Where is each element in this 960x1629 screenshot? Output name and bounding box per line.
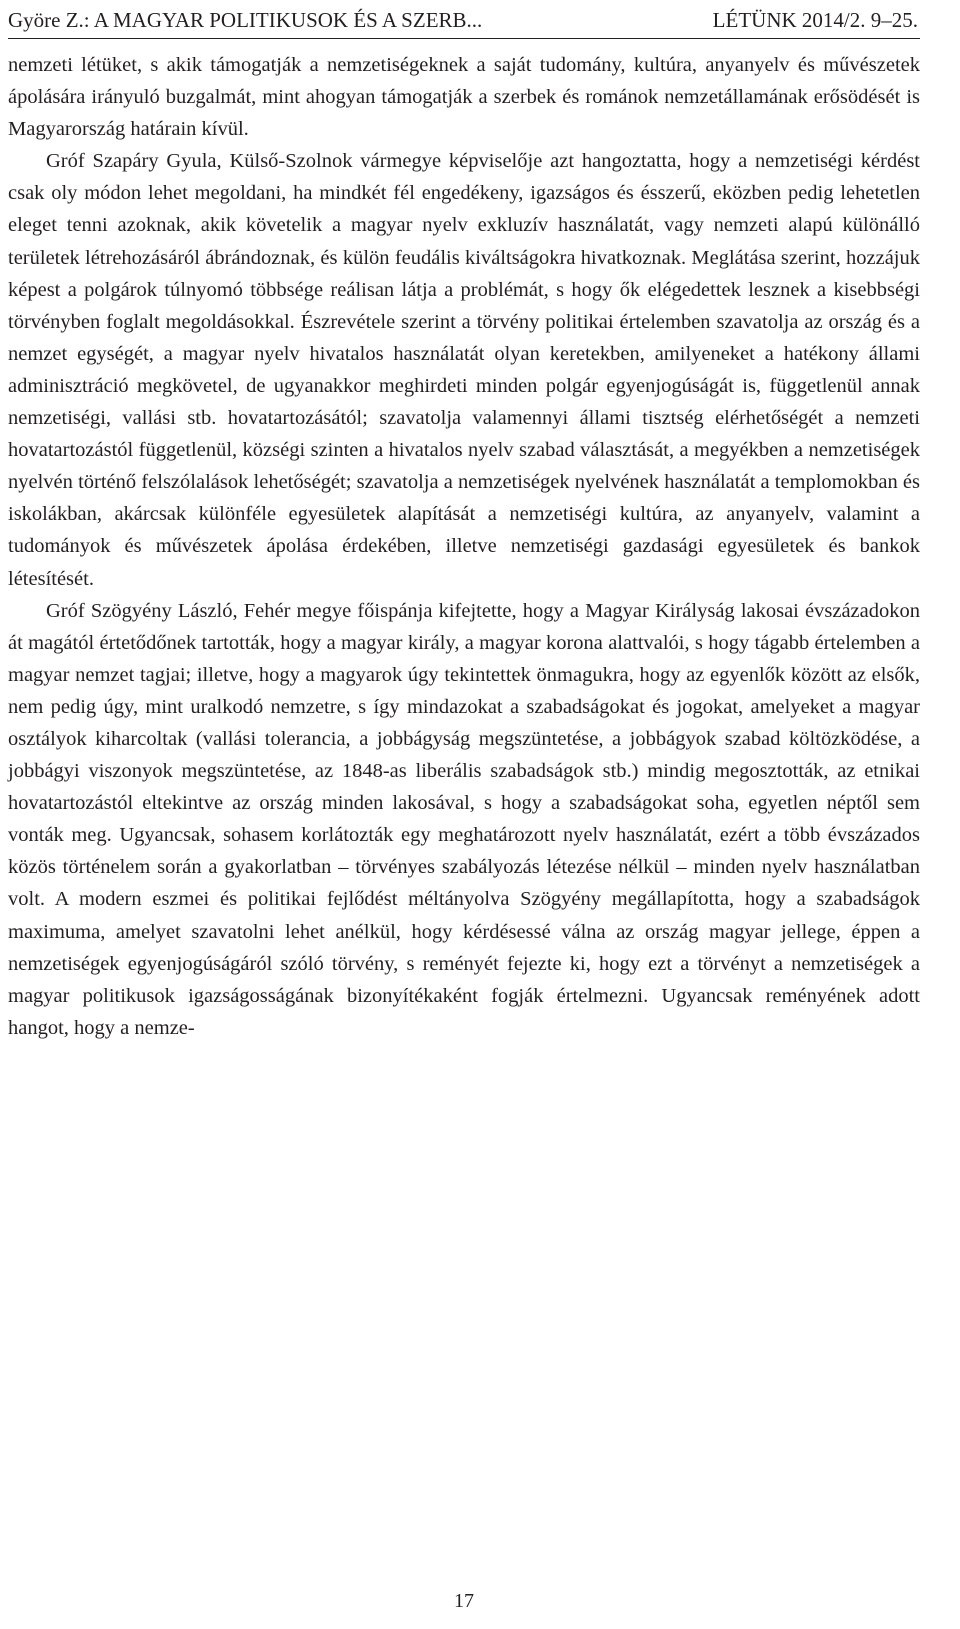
page-number: 17 [454, 1590, 474, 1612]
running-head-journal-issue: LÉTÜNK 2014/2. 9–25. [712, 8, 918, 32]
running-head [8, 5, 920, 39]
paragraph-szapary: Gróf Szapáry Gyula, Külső-Szolnok vármegye képviselője azt hangoztatta, hogy a nemzetiségi kérdést csak oly módon lehet megoldani, ha mindkét fél engedékeny, igazságos és ésszerű, eközben pedig lehetetlen eleget tenni azoknak, akik követelik a magyar nyelv exkluzív használatát, vagy nemzeti alapú különálló területek létrehozásáról ábrándoznak, és külön feudális kiváltságokra hivatkoznak. Meglátása szerint, hozzájuk képest a polgárok túlnyomó többsége reálisan látja a problémát, s hogy ők elégedettek lesznek a kisebbségi törvényben foglalt megoldásokkal. Észrevétele szerint a törvény politikai értelemben szavatolja az ország és a nemzet egységét, a magyar nyelv hivatalos használatát olyan keretekben, amilyeneket a hatékony állami adminisztráció megkövetel, de ugyanakkor meghirdeti minden polgár egyenjogúságát is, függetlenül annak nemzetiségi, vallási stb. hovatartozásától; szavatolja valamennyi állami tisztség elérhetőségét a nemzeti hovatartozástól függetlenül, községi szinten a hivatalos nyelv szabad választását, a megyékben a nemzetiségek nyelvén történő felszólalások lehetőségét; szavatolja a nemzetiségek nyelvének használatát a templomokban és iskolákban, akárcsak különféle egyesületek alapítását a nemzetiségi kultúra, az anyanyelv, valamint a tudományok és művészetek ápolása érdekében, illetve nemzetiségi gazdasági egyesületek és bankok létesítését. [8, 150, 920, 590]
paragraph-szogyeny: Gróf Szögyény László, Fehér megye főispánja kifejtette, hogy a Magyar Királyság lakosai évszázadokon át magától értetődőnek tartották, hogy a magyar király, a magyar korona alattvalói, s hogy tágabb értelemben a magyar nemzet tagjai; illetve, hogy a magyarok úgy tekintettek önmagukra, hogy az egyenlők között az elsők, nem pedig úgy, mint uralkodó nemzetre, s így mindazokat a szabadságokat és jogokat, amelyeket a magyar osztályok kiharcoltak (vallási tolerancia, a jobbágyság megszüntetése, a jobbágyok szabad költözködése, a jobbágyi viszonyok megszüntetése, az 1848-as liberális szabadságok stb.) mindig megosztották, az etnikai hovatartozástól eltekintve az ország minden lakosával, s hogy a szabadságokat soha, egyetlen néptől sem vonták meg. Ugyancsak, sohasem korlátozták egy meghatározott nyelv használatát, ezért a több évszázados közös történelem során a gyakorlatban – törvényes szabályozás létezése nélkül – minden nyelv használatban volt. A modern eszmei és politikai fejlődést méltányolva Szögyény megállapította, hogy a szabadságok maximuma, amelyet szavatolni lehet anélkül, hogy kérdésessé válna az ország magyar jellege, éppen a nemzetiségek egyenjogúságáról szóló törvény, s reményét fejezte ki, hogy ezt a törvényt a nemzetiségek a magyar politikusok igazságosságának bizonyítékaként fogják értelmezni. Ugyancsak reményének adott hangot, hogy a nemze- [8, 599, 920, 1039]
paragraph-continued: nemzeti létüket, s akik támogatják a nemzetiségeknek a saját tudomány, kultúra, anyanyelv és művészetek ápolására irányuló buzgalmát, mint ahogyan támogatják a szerbek és románok nemzetállamának erősödését is Magyarország határain kívül. [8, 54, 920, 141]
article-body [8, 49, 920, 1044]
running-head-author-title: Györe Z.: A MAGYAR POLITIKUSOK ÉS A SZERB... [8, 8, 483, 32]
